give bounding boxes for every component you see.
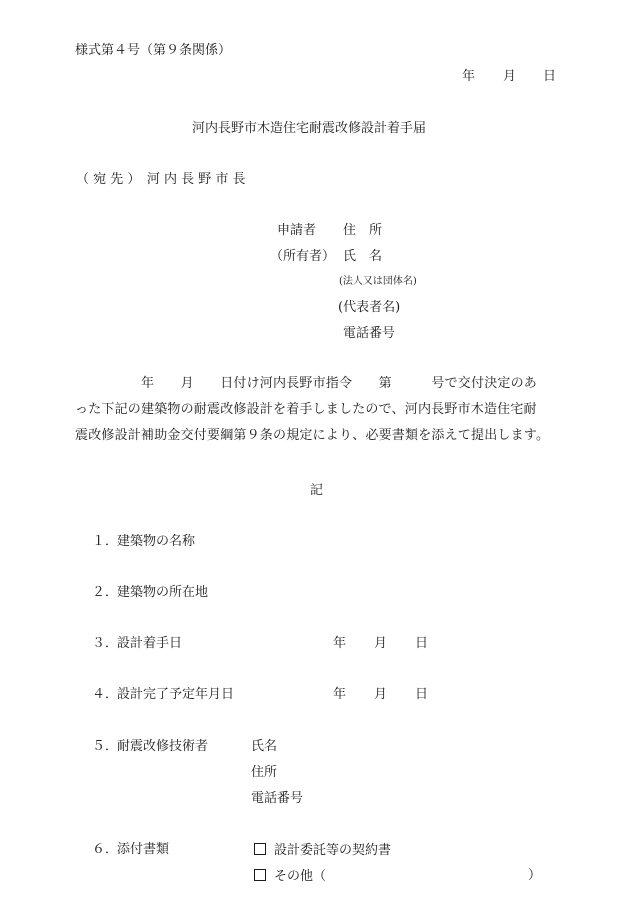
checkbox[interactable]: [254, 843, 266, 855]
representative-note: (代表者名): [338, 300, 401, 315]
item-building-name-label: 建築物の名称: [117, 534, 196, 549]
item-number: ２．: [92, 585, 119, 600]
body-line: った下記の建築物の耐震改修設計を着手しましたので、河内長野市木造住宅耐: [75, 402, 537, 417]
applicant-name-label: 氏 名: [343, 249, 383, 264]
submission-date-day: 日: [543, 69, 557, 84]
design-completion-year: 年: [333, 687, 347, 702]
applicant-address-label: 住 所: [343, 223, 383, 238]
corporation-note: (法人又は団体名): [339, 276, 417, 287]
document-title: 河内長野市木造住宅耐震改修設計着手届: [192, 121, 427, 136]
addressee: （ 宛 先 ） 河 内 長 野 市 長: [76, 172, 246, 187]
design-start-month: 月: [374, 636, 388, 651]
design-start-day: 日: [415, 636, 429, 651]
item-number: ５．: [92, 739, 119, 754]
attachment-option-contract-label: 設計委託等の契約書: [274, 843, 392, 858]
design-completion-day: 日: [415, 687, 429, 702]
attachment-option-contract[interactable]: [254, 843, 391, 857]
submission-date-month: 月: [503, 69, 517, 84]
applicant-phone-label: 電話番号: [343, 326, 396, 341]
applicant-label: 申請者: [277, 223, 317, 238]
item-number: ６．: [92, 842, 119, 857]
owner-label: （所有者）: [270, 249, 336, 264]
engineer-name-label: 氏名: [251, 739, 278, 754]
item-attachments-label: 添付書類: [117, 842, 170, 857]
checkbox[interactable]: [254, 869, 266, 881]
attachment-other-close-paren: ）: [528, 868, 542, 883]
item-number: １．: [92, 534, 119, 549]
item-number: ４．: [92, 687, 119, 702]
form-number: 様式第４号（第９条関係）: [75, 43, 232, 58]
engineer-address-label: 住所: [251, 765, 278, 780]
item-engineer-label: 耐震改修技術者: [117, 739, 209, 754]
body-line: 震改修設計補助金交付要綱第９条の規定により、必要書類を添えて提出します。: [75, 428, 550, 443]
body-line: 年 月 日付け河内長野市指令 第 号で交付決定のあ: [75, 376, 538, 391]
ki-heading: 記: [310, 483, 324, 498]
item-design-start-label: 設計着手日: [117, 636, 183, 651]
item-number: ３．: [92, 636, 119, 651]
body-paragraph: [75, 371, 565, 449]
attachment-option-other[interactable]: [254, 869, 326, 883]
engineer-phone-label: 電話番号: [251, 791, 304, 806]
item-design-completion-label: 設計完了予定年月日: [117, 687, 235, 702]
design-start-year: 年: [333, 636, 347, 651]
attachment-option-other-label: その他（: [274, 869, 327, 884]
design-completion-month: 月: [374, 687, 388, 702]
submission-date-year: 年: [462, 69, 476, 84]
item-building-location-label: 建築物の所在地: [117, 585, 209, 600]
